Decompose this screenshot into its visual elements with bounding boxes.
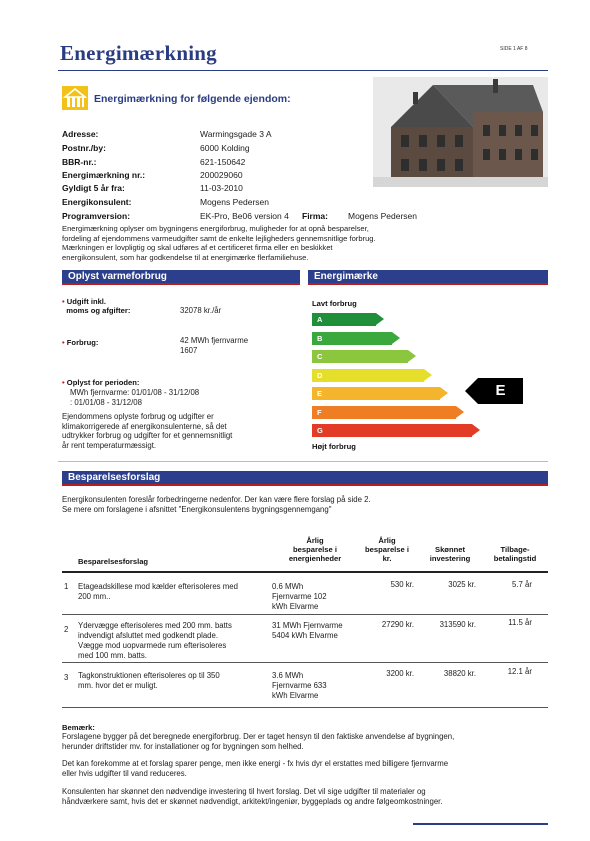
col-payback: Tilbage- betalingstid bbox=[493, 545, 537, 563]
expense-value: 32078 kr./år bbox=[180, 306, 222, 315]
consultant-label: Energikonsulent: bbox=[62, 197, 132, 207]
row-2-energy: 31 MWh Fjernvarme 5404 kWh Elvarme bbox=[272, 621, 343, 640]
row-3-number: 3 bbox=[64, 673, 69, 682]
consumption-note: Ejendommens oplyste forbrug og udgifter er klimakorrigerede af energikonsulenterne, så det udtrykker forbrug og udgifter for et gennemsnitligt år rent temperaturmæssigt. bbox=[62, 412, 233, 450]
row-3-description: Tagkonstruktionen efterisoleres op til 350 mm. hvor det er muligt. bbox=[78, 671, 220, 690]
page-number: SIDE 1 AF 8 bbox=[500, 46, 528, 52]
notes-paragraph-1: Forslagene bygger på det beregnede energiforbrug. Der er taget hensyn til den faktiske anvendelse af bygningen, herunder driftstider mv. for installationer og for bygningen som helhed. bbox=[62, 732, 455, 751]
period-label: • Oplyst for perioden: bbox=[62, 378, 140, 387]
energy-grade-e: E bbox=[312, 387, 440, 400]
bbr-label: BBR-nr.: bbox=[62, 157, 97, 167]
intro-paragraph: Energimærkning oplyser om bygningens energiforbrug, muligheder for at opnå besparelser, fordeling af ejendommens varmeudgifter samt de enkelte lejligheders gennemsnitlige forbrug. Mærkningen er lovpligtig og skal udføres af et certificeret firma eller en beskikket energikonsulent, som har godkendelse til at energimærke flerfamiliehuse. bbox=[62, 224, 376, 262]
program-label: Programversion: bbox=[62, 211, 131, 221]
period-values: MWh fjernvarme: 01/01/08 - 31/12/08 : 01/01/08 - 31/12/08 bbox=[70, 388, 200, 407]
house-logo-icon bbox=[62, 86, 88, 110]
firm-label: Firma: bbox=[302, 211, 328, 221]
row-1-number: 1 bbox=[64, 582, 69, 591]
notes-heading: Bemærk: bbox=[62, 723, 95, 732]
row-3-payback: 12.1 år bbox=[507, 667, 532, 676]
property-heading: Energimærkning for følgende ejendom: bbox=[94, 93, 291, 105]
energy-grade-a: A bbox=[312, 313, 376, 326]
row-2-payback: 11.5 år bbox=[508, 618, 532, 627]
row-2-description: Ydervægge efterisoleres med 200 mm. batts indvendigt afsluttet med godkendt plade. Vægge mod uopvarmede rum efterisoleres med 100 mm. batts. bbox=[78, 621, 232, 660]
label-number-value: 200029060 bbox=[200, 170, 243, 180]
col-kr-savings: Årlig besparelse i kr. bbox=[365, 536, 409, 563]
row-divider bbox=[62, 662, 548, 663]
energy-grade-f: F bbox=[312, 406, 456, 419]
col-proposal: Besparelsesforslag bbox=[78, 557, 149, 566]
bbr-value: 621-150642 bbox=[200, 157, 246, 167]
notes-paragraph-3: Konsulenten har skønnet den nødvendige investering til hvert forslag. Det vil sige udgifter til materialer og håndværkere samt, hvis det er skønnet nødvendigt, arkitekt/ingeniør, byggeplads og andre følgeomkostninger. bbox=[62, 787, 443, 806]
energy-grade-g: G bbox=[312, 424, 472, 437]
row-2-kr: 27290 kr. bbox=[381, 620, 414, 629]
savings-intro: Energikonsulenten foreslår forbedringerne nedenfor. Der kan være flere forslag på side 2. Se mere om forslagene i afsnittet "Energikonsulentens bygningsgennemgang" bbox=[62, 495, 371, 514]
row-1-energy: 0.6 MWh Fjernvarme 102 kWh Elvarme bbox=[272, 582, 327, 611]
valid-from-value: 11-03-2010 bbox=[200, 183, 243, 193]
energy-rating-marker: E bbox=[478, 378, 523, 404]
row-3-investment: 38820 kr. bbox=[443, 669, 476, 678]
energy-grade-b: B bbox=[312, 332, 392, 345]
energy-label-header: Energimærke bbox=[308, 270, 548, 285]
energy-grade-c: C bbox=[312, 350, 408, 363]
consumption-header: Oplyst varmeforbrug bbox=[62, 270, 300, 285]
building-photo bbox=[373, 77, 548, 187]
usage-value: 42 MWh fjernvarme 1607 bbox=[180, 336, 249, 355]
row-3-energy: 3.6 MWh Fjernvarme 633 kWh Elvarme bbox=[272, 671, 327, 700]
label-number-label: Energimærkning nr.: bbox=[62, 170, 146, 180]
col-investment: Skønnet investering bbox=[429, 545, 471, 563]
address-label: Adresse: bbox=[62, 129, 99, 139]
notes-paragraph-2: Det kan forekomme at et forslag sparer penge, men ikke energi - fx hvis dyr el erstattes med billigere fjernvarme eller hvis udgifter til vand reduceres. bbox=[62, 759, 449, 778]
row-1-kr: 530 kr. bbox=[390, 580, 414, 589]
row-divider bbox=[62, 707, 548, 708]
program-value: EK-Pro, Be06 version 4 bbox=[200, 211, 289, 221]
row-3-kr: 3200 kr. bbox=[386, 669, 414, 678]
valid-from-label: Gyldigt 5 år fra: bbox=[62, 183, 125, 193]
table-header-rule bbox=[62, 571, 548, 573]
row-1-investment: 3025 kr. bbox=[448, 580, 476, 589]
expense-label: • Udgift inkl. moms og afgifter: bbox=[62, 297, 131, 315]
row-2-investment: 313590 kr. bbox=[439, 620, 476, 629]
energy-grade-d: D bbox=[312, 369, 424, 382]
page-title: Energimærkning bbox=[60, 41, 217, 65]
row-2-number: 2 bbox=[64, 625, 69, 634]
title-divider bbox=[58, 70, 548, 71]
high-consumption-label: Højt forbrug bbox=[312, 442, 356, 451]
footer-rule bbox=[413, 823, 548, 825]
postal-value: 6000 Kolding bbox=[200, 143, 250, 153]
postal-label: Postnr./by: bbox=[62, 143, 106, 153]
col-energy-savings: Årlig besparelse i energienheder bbox=[288, 536, 342, 563]
savings-header: Besparelsesforslag bbox=[62, 471, 548, 486]
section-divider bbox=[58, 461, 548, 462]
usage-label: • Forbrug: bbox=[62, 338, 99, 347]
row-1-payback: 5.7 år bbox=[512, 580, 532, 589]
address-value: Warmingsgade 3 A bbox=[200, 129, 272, 139]
low-consumption-label: Lavt forbrug bbox=[312, 299, 357, 308]
row-1-description: Etageadskillese mod kælder efterisoleres med 200 mm.. bbox=[78, 582, 238, 601]
firm-value: Mogens Pedersen bbox=[348, 211, 417, 221]
consultant-value: Mogens Pedersen bbox=[200, 197, 269, 207]
row-divider bbox=[62, 614, 548, 615]
